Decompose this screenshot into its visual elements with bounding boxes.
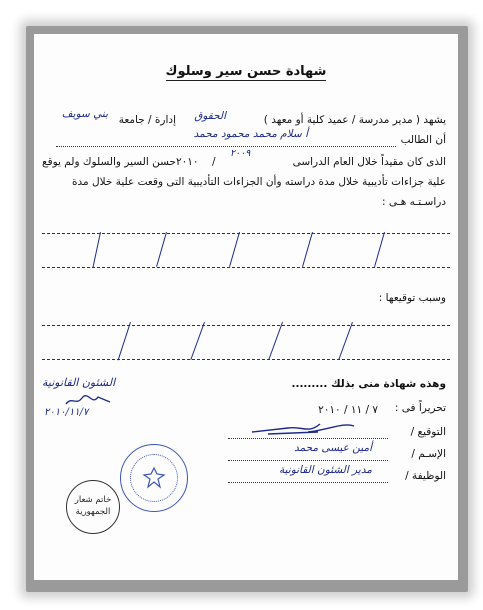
- penalties-line-2: [42, 267, 450, 268]
- emblem-placeholder: [66, 480, 120, 534]
- reason-line-1: [42, 325, 450, 326]
- reason-label: وسبب توقيعها :: [378, 292, 446, 304]
- name-label: الإسـم /: [411, 448, 446, 460]
- penalties-line-1: [42, 233, 450, 234]
- signer-job: مدير الشئون القانونية: [278, 464, 372, 476]
- cancel-stroke: [93, 232, 101, 267]
- margin-note-date: ٢٠١٠/١١/٧: [44, 407, 89, 418]
- cancel-stroke: [229, 232, 240, 267]
- year-end: ٢٠١٠: [176, 156, 199, 168]
- signature-dotted-line: [228, 438, 388, 439]
- cancel-stroke: [118, 322, 131, 360]
- job-label: الوظيفة /: [405, 470, 446, 482]
- name-dotted-line: [228, 460, 388, 461]
- issued-statement: وهذه شهادة منى بذلك .........: [291, 378, 446, 390]
- emblem-text: خاتم شعار الجمهورية: [74, 495, 112, 517]
- cancel-stroke: [338, 322, 353, 360]
- enrollment-text: الذى كان مقيداً خلال العام الدراسى: [292, 156, 446, 168]
- student-dotted-line: [56, 146, 396, 147]
- cancel-stroke: [268, 322, 283, 360]
- year-separator: /: [212, 156, 216, 168]
- reason-line-2: [42, 359, 450, 360]
- certificate-sheet: [34, 34, 458, 580]
- eagle-emblem-icon: [141, 465, 167, 491]
- issue-date-value: ٧ / ١١ / ٢٠١٠: [318, 404, 378, 416]
- penalties-text: علية جزاءات تأديبية خلال مدة دراسته وأن الجزاءات التأديبية التى وقعت علية خلال مدة: [72, 176, 446, 188]
- cancel-stroke: [190, 322, 205, 360]
- document-title: شهادة حسن سير وسلوك: [165, 64, 327, 79]
- cancel-stroke: [374, 232, 385, 267]
- margin-signature-icon: [64, 394, 114, 408]
- cancel-stroke: [302, 232, 313, 267]
- margin-note-office: الشئون القانونية: [42, 376, 116, 389]
- signature-icon: [248, 416, 358, 438]
- student-name: أ سلام محمد محمود محمد: [193, 128, 308, 140]
- year-start: ٢٠٠٩: [230, 148, 251, 159]
- signature-label: التوقيع /: [410, 426, 446, 438]
- signer-name: أمين عيسى محمد: [294, 442, 372, 454]
- certify-label: يشهد ( مدير مدرسة / عميد كلية أو معهد ): [263, 114, 446, 126]
- job-dotted-line: [228, 482, 388, 483]
- student-label: أن الطالب: [400, 134, 446, 146]
- conduct-text: حسن السير والسلوك ولم يوقع: [42, 156, 176, 168]
- study-period-label: دراسـتـه هـى :: [382, 196, 446, 208]
- issue-date-label: تحريراً فى :: [394, 402, 446, 414]
- administration-label: إدارة / جامعة: [118, 114, 176, 126]
- university-name: بني سويف: [61, 108, 108, 120]
- cancel-stroke: [156, 232, 167, 267]
- faculty-name: الحقوق: [194, 110, 226, 122]
- official-seal: [120, 444, 188, 512]
